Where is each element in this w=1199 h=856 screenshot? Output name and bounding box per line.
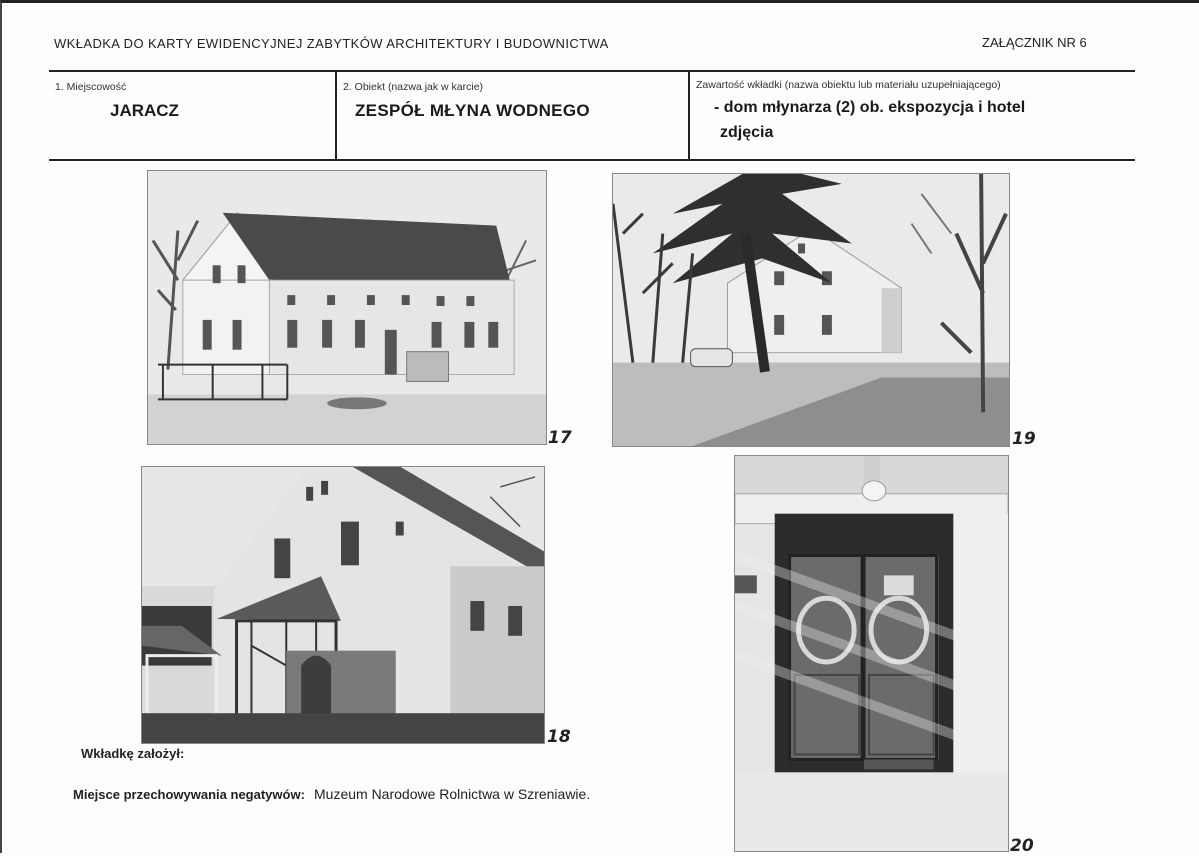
created-by-label: Wkładkę założył: — [81, 746, 185, 761]
object-value: ZESPÓŁ MŁYNA WODNEGO — [355, 101, 590, 120]
content-value-line2: zdjęcia — [720, 124, 774, 141]
document-title: WKŁADKA DO KARTY EWIDENCYJNEJ ZABYTKÓW ARCHITEKTURY I BUDOWNICTWA — [54, 36, 609, 51]
photo-20 — [734, 455, 1009, 852]
annex-number: ZAŁĄCZNIK NR 6 — [982, 35, 1087, 50]
content-value-line1: - dom młynarza (2) ob. ekspozycja i hotel — [714, 99, 1026, 116]
table-bottom-rule — [49, 159, 1135, 161]
negatives-location-value: Muzeum Narodowe Rolnictwa w Szreniawie. — [314, 786, 591, 802]
photo-number-19: 19 — [1012, 429, 1036, 449]
locality-value: JARACZ — [110, 101, 179, 120]
negatives-location-label: Miejsce przechowywania negatywów: — [73, 787, 305, 802]
column-separator — [335, 71, 337, 160]
locality-label: 1. Miejscowość — [55, 81, 127, 93]
photo-number-20: 20 — [1010, 836, 1034, 856]
photo-number-17: 17 — [548, 428, 572, 448]
photo-17 — [147, 170, 547, 445]
object-label: 2. Obiekt (nazwa jak w karcie) — [343, 81, 484, 93]
table-top-rule — [49, 70, 1135, 72]
column-separator — [688, 71, 690, 160]
photo-19 — [612, 173, 1010, 447]
content-label: Zawartość wkładki (nazwa obiektu lub materiału uzupełniającego) — [696, 79, 1001, 91]
photo-18 — [141, 466, 545, 744]
photo-number-18: 18 — [547, 727, 571, 747]
